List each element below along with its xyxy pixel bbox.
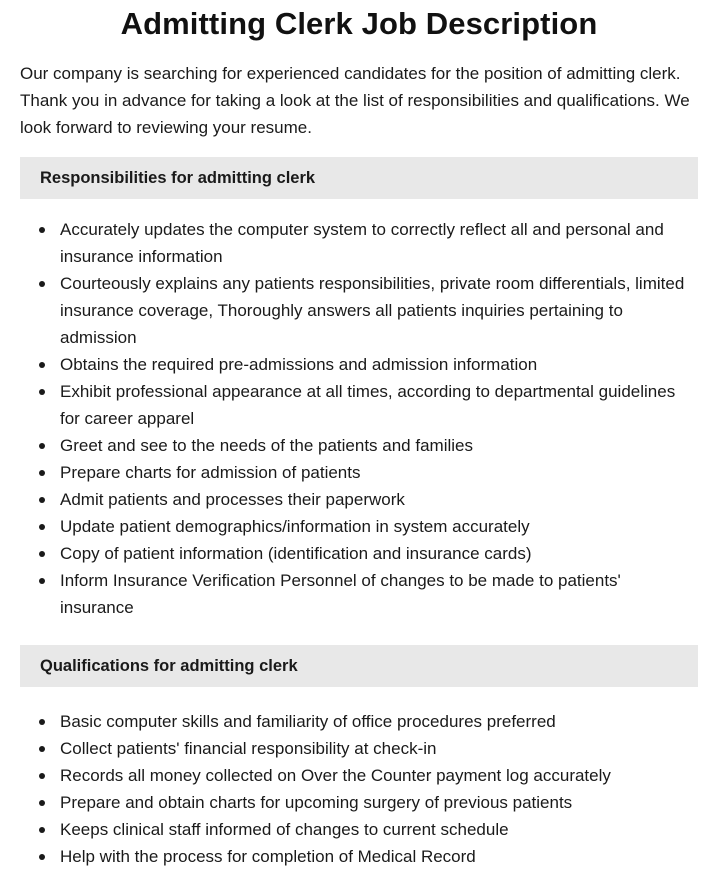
bullet-icon [39,227,45,233]
list-item-text: Inform Insurance Verification Personnel of changes to be made to patients' insurance [60,571,621,617]
list-item [20,486,698,513]
bullet-icon [39,443,45,449]
bullet-icon [39,827,45,833]
bullet-icon [39,362,45,368]
list-item-text: Admit patients and processes their paperwork [60,490,405,509]
qualifications-list [20,708,698,870]
list-item [20,540,698,567]
responsibilities-list [20,216,698,621]
list-item [20,432,698,459]
list-item-text: Prepare and obtain charts for upcoming surgery of previous patients [60,793,573,812]
list-item [20,816,698,843]
list-item [20,789,698,816]
list-item-text: Update patient demographics/information in system accurately [60,517,530,536]
bullet-icon [39,578,45,584]
list-item [20,216,698,270]
list-item [20,378,698,432]
responsibilities-heading: Responsibilities for admitting clerk [20,157,698,199]
list-item-text: Exhibit professional appearance at all times, according to departmental guidelines for career apparel [60,382,676,428]
bullet-icon [39,719,45,725]
list-item [20,270,698,351]
bullet-icon [39,746,45,752]
list-item-text: Accurately updates the computer system to correctly reflect all and personal and insurance information [60,220,664,266]
list-item-text: Obtains the required pre-admissions and admission information [60,355,538,374]
list-item-text: Greet and see to the needs of the patients and families [60,436,473,455]
list-item [20,567,698,621]
list-item [20,708,698,735]
list-item-text: Prepare charts for admission of patients [60,463,361,482]
page-title: Admitting Clerk Job Description [120,6,598,41]
list-item-text: Keeps clinical staff informed of changes to current schedule [60,820,509,839]
list-item-text: Basic computer skills and familiarity of office procedures preferred [60,712,556,731]
list-item-text: Collect patients' financial responsibility at check-in [60,739,437,758]
bullet-icon [39,281,45,287]
list-item-text: Courteously explains any patients responsibilities, private room differentials, limited insurance coverage, Thoroughly answers all patients inquiries pertaining to admission [60,274,685,347]
list-item-text: Help with the process for completion of Medical Record [60,847,476,866]
list-item [20,843,698,870]
bullet-icon [39,524,45,530]
list-item [20,735,698,762]
bullet-icon [39,854,45,860]
list-item [20,459,698,486]
bullet-icon [39,389,45,395]
intro-paragraph: Our company is searching for experienced candidates for the position of admitting clerk. Thank you in advance for taking a look at the list of responsibilities and qualifications. We look forward to reviewing your resume. [20,64,690,137]
bullet-icon [39,800,45,806]
bullet-icon [39,497,45,503]
list-item-text: Copy of patient information (identification and insurance cards) [60,544,532,563]
list-item [20,351,698,378]
bullet-icon [39,470,45,476]
bullet-icon [39,551,45,557]
list-item-text: Records all money collected on Over the Counter payment log accurately [60,766,611,785]
qualifications-heading: Qualifications for admitting clerk [20,645,698,687]
list-item [20,762,698,789]
list-item [20,513,698,540]
bullet-icon [39,773,45,779]
